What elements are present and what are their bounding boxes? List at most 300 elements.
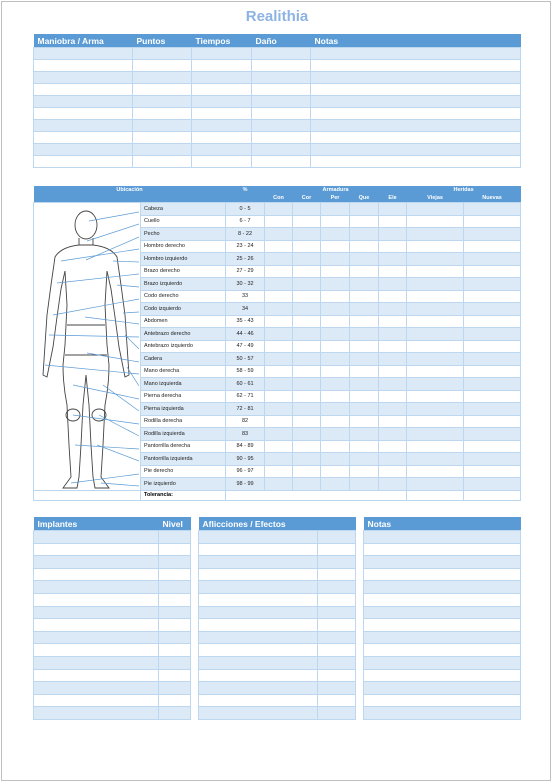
armor-cell[interactable] xyxy=(265,453,293,466)
armor-cell[interactable] xyxy=(265,390,293,403)
maneuver-row-cell[interactable] xyxy=(252,48,311,60)
implants-row-cell[interactable] xyxy=(34,568,159,581)
wounds-cell[interactable] xyxy=(407,303,464,316)
afflictions-row-cell[interactable] xyxy=(199,682,318,695)
maneuver-row-cell[interactable] xyxy=(311,132,521,144)
armor-cell[interactable] xyxy=(350,378,379,391)
armor-cell[interactable] xyxy=(265,265,293,278)
maneuver-row-cell[interactable] xyxy=(311,84,521,96)
wounds-cell[interactable] xyxy=(464,428,521,441)
wounds-cell[interactable] xyxy=(464,203,521,216)
armor-cell[interactable] xyxy=(265,215,293,228)
notes-row-cell[interactable] xyxy=(364,682,521,695)
maneuver-row-cell[interactable] xyxy=(133,120,192,132)
armor-cell[interactable] xyxy=(265,253,293,266)
armor-cell[interactable] xyxy=(265,203,293,216)
armor-cell[interactable] xyxy=(265,340,293,353)
notes-row xyxy=(364,656,521,669)
afflictions-row-cell[interactable] xyxy=(199,669,318,682)
implants-row-cell[interactable] xyxy=(159,619,191,632)
armor-cell[interactable] xyxy=(379,203,407,216)
armor-cell[interactable] xyxy=(321,478,350,491)
wounds-cell[interactable] xyxy=(407,278,464,291)
maneuver-row-cell[interactable] xyxy=(252,84,311,96)
notes-row-cell[interactable] xyxy=(364,644,521,657)
armor-cell[interactable] xyxy=(293,265,321,278)
afflictions-row-cell[interactable] xyxy=(199,568,318,581)
armor-cell[interactable] xyxy=(379,440,407,453)
wounds-cell[interactable] xyxy=(464,215,521,228)
armor-cell[interactable] xyxy=(350,465,379,478)
implants-row-cell[interactable] xyxy=(34,669,159,682)
armor-cell[interactable] xyxy=(379,365,407,378)
maneuver-row-cell[interactable] xyxy=(34,84,133,96)
wounds-cell[interactable] xyxy=(407,290,464,303)
armor-cell[interactable] xyxy=(265,290,293,303)
wounds-cell[interactable] xyxy=(464,390,521,403)
armor-cell[interactable] xyxy=(265,303,293,316)
implants-row-cell[interactable] xyxy=(34,606,159,619)
notes-row-cell[interactable] xyxy=(364,631,521,644)
armor-cell[interactable] xyxy=(321,415,350,428)
wounds-cell[interactable] xyxy=(407,203,464,216)
implants-row-cell[interactable] xyxy=(159,568,191,581)
armor-cell[interactable] xyxy=(321,203,350,216)
implants-row-cell[interactable] xyxy=(34,631,159,644)
armor-cell[interactable] xyxy=(321,265,350,278)
armor-cell[interactable] xyxy=(379,378,407,391)
armor-cell[interactable] xyxy=(321,315,350,328)
armor-cell[interactable] xyxy=(293,240,321,253)
armor-cell[interactable] xyxy=(265,240,293,253)
location-percent: 98 - 99 xyxy=(226,478,265,491)
armor-cell[interactable] xyxy=(350,478,379,491)
implants-row-cell[interactable] xyxy=(159,606,191,619)
implants-row-cell[interactable] xyxy=(34,543,159,556)
wounds-cell[interactable] xyxy=(464,403,521,416)
implants-row-cell[interactable] xyxy=(34,581,159,594)
wounds-cell[interactable] xyxy=(407,390,464,403)
wounds-cell[interactable] xyxy=(407,340,464,353)
maneuver-row-cell[interactable] xyxy=(34,120,133,132)
armor-cell[interactable] xyxy=(350,353,379,366)
afflictions-row-cell[interactable] xyxy=(199,593,318,606)
armor-cell[interactable] xyxy=(379,240,407,253)
notes-row-cell[interactable] xyxy=(364,606,521,619)
armor-cell[interactable] xyxy=(293,478,321,491)
maneuver-row-cell[interactable] xyxy=(133,156,192,168)
implants-row-cell[interactable] xyxy=(34,682,159,695)
implants-row-cell[interactable] xyxy=(34,644,159,657)
maneuver-row-cell[interactable] xyxy=(192,60,252,72)
armor-cell[interactable] xyxy=(321,228,350,241)
wounds-cell[interactable] xyxy=(464,415,521,428)
tolerance-old[interactable] xyxy=(407,490,464,500)
armor-cell[interactable] xyxy=(293,353,321,366)
implants-row-cell[interactable] xyxy=(159,556,191,569)
armor-cell[interactable] xyxy=(265,315,293,328)
implants-row-cell[interactable] xyxy=(34,707,159,720)
maneuver-row-cell[interactable] xyxy=(192,156,252,168)
wounds-cell[interactable] xyxy=(407,328,464,341)
armor-cell[interactable] xyxy=(265,415,293,428)
notes-row xyxy=(364,593,521,606)
maneuver-row-cell[interactable] xyxy=(192,144,252,156)
implants-row-cell[interactable] xyxy=(159,631,191,644)
wounds-cell[interactable] xyxy=(464,278,521,291)
maneuver-row-cell[interactable] xyxy=(311,108,521,120)
armor-cell[interactable] xyxy=(265,365,293,378)
armor-cell[interactable] xyxy=(350,290,379,303)
armor-cell[interactable] xyxy=(321,365,350,378)
armor-cell[interactable] xyxy=(265,465,293,478)
armor-cell[interactable] xyxy=(265,440,293,453)
wounds-cell[interactable] xyxy=(464,453,521,466)
armor-cell[interactable] xyxy=(293,428,321,441)
maneuver-row-cell[interactable] xyxy=(311,156,521,168)
wounds-cell[interactable] xyxy=(464,240,521,253)
armor-cell[interactable] xyxy=(321,290,350,303)
wounds-cell[interactable] xyxy=(464,315,521,328)
afflictions-row-cell[interactable] xyxy=(318,556,356,569)
implants-row-cell[interactable] xyxy=(159,581,191,594)
wounds-cell[interactable] xyxy=(464,465,521,478)
wounds-cell[interactable] xyxy=(407,240,464,253)
armor-cell[interactable] xyxy=(321,353,350,366)
armor-cell[interactable] xyxy=(321,328,350,341)
armor-cell[interactable] xyxy=(379,328,407,341)
armor-cell[interactable] xyxy=(379,453,407,466)
afflictions-row-cell[interactable] xyxy=(199,556,318,569)
afflictions-row xyxy=(199,543,356,556)
maneuver-row-cell[interactable] xyxy=(34,144,133,156)
wounds-cell[interactable] xyxy=(464,265,521,278)
wounds-cell[interactable] xyxy=(407,353,464,366)
afflictions-row-cell[interactable] xyxy=(318,568,356,581)
maneuver-row-cell[interactable] xyxy=(252,72,311,84)
afflictions-row-cell[interactable] xyxy=(318,631,356,644)
armor-cell[interactable] xyxy=(265,378,293,391)
maneuver-row-cell[interactable] xyxy=(252,108,311,120)
maneuver-row-cell[interactable] xyxy=(133,144,192,156)
implants-row-cell[interactable] xyxy=(159,669,191,682)
afflictions-row-cell[interactable] xyxy=(199,581,318,594)
wounds-cell[interactable] xyxy=(407,403,464,416)
armor-cell[interactable] xyxy=(379,403,407,416)
armor-cell[interactable] xyxy=(293,365,321,378)
implants-row-cell[interactable] xyxy=(34,593,159,606)
afflictions-row-cell[interactable] xyxy=(318,581,356,594)
armor-cell[interactable] xyxy=(293,328,321,341)
armor-cell[interactable] xyxy=(350,390,379,403)
wounds-cell[interactable] xyxy=(464,353,521,366)
maneuver-row-cell[interactable] xyxy=(252,96,311,108)
armor-cell[interactable] xyxy=(293,303,321,316)
maneuver-row-cell[interactable] xyxy=(311,72,521,84)
armor-cell[interactable] xyxy=(379,253,407,266)
armor-cell[interactable] xyxy=(265,353,293,366)
implants-row-cell[interactable] xyxy=(34,556,159,569)
maneuver-row-cell[interactable] xyxy=(311,120,521,132)
notes-row-cell[interactable] xyxy=(364,531,521,544)
wounds-cell[interactable] xyxy=(464,478,521,491)
armor-cell[interactable] xyxy=(293,465,321,478)
armor-cell[interactable] xyxy=(293,453,321,466)
afflictions-row-cell[interactable] xyxy=(199,644,318,657)
afflictions-row-cell[interactable] xyxy=(318,707,356,720)
afflictions-row-cell[interactable] xyxy=(199,531,318,544)
afflictions-row-cell[interactable] xyxy=(199,707,318,720)
tolerance-value[interactable] xyxy=(226,490,407,500)
maneuver-row-cell[interactable] xyxy=(34,132,133,144)
armor-cell[interactable] xyxy=(321,253,350,266)
implants-row-cell[interactable] xyxy=(34,619,159,632)
maneuver-row-cell[interactable] xyxy=(192,120,252,132)
maneuver-row-cell[interactable] xyxy=(34,96,133,108)
maneuver-row-cell[interactable] xyxy=(133,60,192,72)
armor-cell[interactable] xyxy=(265,428,293,441)
armor-cell[interactable] xyxy=(321,390,350,403)
notes-row-cell[interactable] xyxy=(364,581,521,594)
armor-cell[interactable] xyxy=(350,340,379,353)
wounds-cell[interactable] xyxy=(407,378,464,391)
implants-row-cell[interactable] xyxy=(159,531,191,544)
armor-cell[interactable] xyxy=(321,240,350,253)
maneuver-row-cell[interactable] xyxy=(311,60,521,72)
armor-cell[interactable] xyxy=(293,215,321,228)
wounds-cell[interactable] xyxy=(464,378,521,391)
maneuver-row-cell[interactable] xyxy=(192,132,252,144)
armor-cell[interactable] xyxy=(293,278,321,291)
armor-cell[interactable] xyxy=(350,328,379,341)
tolerance-new[interactable] xyxy=(464,490,521,500)
maneuver-row-cell[interactable] xyxy=(192,84,252,96)
afflictions-row-cell[interactable] xyxy=(318,644,356,657)
armor-cell[interactable] xyxy=(350,278,379,291)
maneuver-row-cell[interactable] xyxy=(133,84,192,96)
armor-cell[interactable] xyxy=(350,440,379,453)
armor-cell[interactable] xyxy=(293,340,321,353)
armor-cell[interactable] xyxy=(350,315,379,328)
armor-cell[interactable] xyxy=(293,403,321,416)
maneuver-row-cell[interactable] xyxy=(133,108,192,120)
maneuver-row-cell[interactable] xyxy=(252,132,311,144)
armor-cell[interactable] xyxy=(379,428,407,441)
armor-cell[interactable] xyxy=(379,265,407,278)
armor-cell[interactable] xyxy=(293,378,321,391)
armor-cell[interactable] xyxy=(379,215,407,228)
armor-cell[interactable] xyxy=(379,303,407,316)
afflictions-row-cell[interactable] xyxy=(318,606,356,619)
armor-cell[interactable] xyxy=(321,303,350,316)
maneuver-row xyxy=(34,108,521,120)
armor-cell[interactable] xyxy=(379,315,407,328)
implants-row-cell[interactable] xyxy=(159,644,191,657)
armor-cell[interactable] xyxy=(321,278,350,291)
maneuver-row-cell[interactable] xyxy=(192,96,252,108)
wounds-cell[interactable] xyxy=(464,290,521,303)
armor-cell[interactable] xyxy=(293,315,321,328)
implants-row-cell[interactable] xyxy=(159,682,191,695)
implants-row-cell[interactable] xyxy=(159,593,191,606)
afflictions-row-cell[interactable] xyxy=(199,619,318,632)
armor-cell[interactable] xyxy=(350,240,379,253)
armor-cell[interactable] xyxy=(293,253,321,266)
notes-row-cell[interactable] xyxy=(364,694,521,707)
col-points: Puntos xyxy=(133,34,192,48)
maneuver-row-cell[interactable] xyxy=(34,60,133,72)
armor-cell[interactable] xyxy=(350,303,379,316)
afflictions-row-cell[interactable] xyxy=(199,656,318,669)
maneuver-row-cell[interactable] xyxy=(192,108,252,120)
armor-cell[interactable] xyxy=(265,328,293,341)
wounds-cell[interactable] xyxy=(407,365,464,378)
implants-row-cell[interactable] xyxy=(159,694,191,707)
armor-cell[interactable] xyxy=(379,228,407,241)
wounds-cell[interactable] xyxy=(407,453,464,466)
armor-cell[interactable] xyxy=(293,203,321,216)
maneuver-row-cell[interactable] xyxy=(34,156,133,168)
armor-cell[interactable] xyxy=(265,478,293,491)
wounds-cell[interactable] xyxy=(464,303,521,316)
wounds-cell[interactable] xyxy=(407,478,464,491)
notes-row-cell[interactable] xyxy=(364,656,521,669)
afflictions-row-cell[interactable] xyxy=(199,631,318,644)
implants-row-cell[interactable] xyxy=(34,656,159,669)
maneuver-row-cell[interactable] xyxy=(133,132,192,144)
wounds-cell[interactable] xyxy=(464,365,521,378)
armor-cell[interactable] xyxy=(350,403,379,416)
afflictions-row-cell[interactable] xyxy=(318,531,356,544)
afflictions-row-cell[interactable] xyxy=(318,593,356,606)
notes-row-cell[interactable] xyxy=(364,707,521,720)
armor-cell[interactable] xyxy=(379,353,407,366)
maneuver-row-cell[interactable] xyxy=(133,96,192,108)
notes-row-cell[interactable] xyxy=(364,593,521,606)
afflictions-row-cell[interactable] xyxy=(318,669,356,682)
wounds-cell[interactable] xyxy=(407,315,464,328)
armor-cell[interactable] xyxy=(350,415,379,428)
armor-cell[interactable] xyxy=(321,215,350,228)
armor-cell[interactable] xyxy=(293,390,321,403)
armor-cell[interactable] xyxy=(350,215,379,228)
location-percent: 50 - 57 xyxy=(226,353,265,366)
armor-cell[interactable] xyxy=(350,265,379,278)
armor-cell[interactable] xyxy=(321,465,350,478)
afflictions-row-cell[interactable] xyxy=(199,543,318,556)
maneuver-row-cell[interactable] xyxy=(192,72,252,84)
afflictions-row-cell[interactable] xyxy=(199,606,318,619)
implants-row-cell[interactable] xyxy=(159,707,191,720)
wounds-cell[interactable] xyxy=(407,440,464,453)
armor-cell[interactable] xyxy=(379,390,407,403)
maneuver-row-cell[interactable] xyxy=(252,60,311,72)
maneuver-row-cell[interactable] xyxy=(34,108,133,120)
notes-row-cell[interactable] xyxy=(364,543,521,556)
wounds-cell[interactable] xyxy=(464,253,521,266)
notes-row-cell[interactable] xyxy=(364,619,521,632)
armor-cell[interactable] xyxy=(379,478,407,491)
implants-row-cell[interactable] xyxy=(159,543,191,556)
afflictions-row-cell[interactable] xyxy=(318,694,356,707)
armor-cell[interactable] xyxy=(265,403,293,416)
armor-cell[interactable] xyxy=(350,453,379,466)
armor-cell[interactable] xyxy=(265,228,293,241)
wounds-cell[interactable] xyxy=(464,328,521,341)
armor-cell[interactable] xyxy=(293,440,321,453)
afflictions-row-cell[interactable] xyxy=(318,619,356,632)
maneuver-row-cell[interactable] xyxy=(311,48,521,60)
armor-cell[interactable] xyxy=(293,415,321,428)
maneuver-row-cell[interactable] xyxy=(311,96,521,108)
armor-cell[interactable] xyxy=(321,403,350,416)
armor-cell[interactable] xyxy=(350,253,379,266)
armor-cell[interactable] xyxy=(321,453,350,466)
armor-cell[interactable] xyxy=(350,428,379,441)
wounds-cell[interactable] xyxy=(407,428,464,441)
maneuver-row-cell[interactable] xyxy=(133,72,192,84)
maneuver-row-cell[interactable] xyxy=(311,144,521,156)
armor-cell[interactable] xyxy=(321,340,350,353)
armor-cell[interactable] xyxy=(350,228,379,241)
wounds-cell[interactable] xyxy=(407,215,464,228)
armor-cell[interactable] xyxy=(321,428,350,441)
afflictions-row-cell[interactable] xyxy=(318,682,356,695)
wounds-cell[interactable] xyxy=(407,228,464,241)
wounds-cell[interactable] xyxy=(464,440,521,453)
maneuver-row-cell[interactable] xyxy=(252,156,311,168)
wounds-cell[interactable] xyxy=(464,340,521,353)
wounds-cell[interactable] xyxy=(407,465,464,478)
armor-cell[interactable] xyxy=(350,203,379,216)
armor-cell[interactable] xyxy=(293,290,321,303)
implants-row-cell[interactable] xyxy=(159,656,191,669)
armor-cell[interactable] xyxy=(379,278,407,291)
armor-cell[interactable] xyxy=(265,278,293,291)
armor-cell[interactable] xyxy=(379,465,407,478)
location-percent: 84 - 89 xyxy=(226,440,265,453)
wounds-cell[interactable] xyxy=(407,253,464,266)
wounds-cell[interactable] xyxy=(464,228,521,241)
implants-row-cell[interactable] xyxy=(34,531,159,544)
maneuver-row-cell[interactable] xyxy=(252,144,311,156)
notes-row xyxy=(364,644,521,657)
implants-row-cell[interactable] xyxy=(34,694,159,707)
afflictions-row-cell[interactable] xyxy=(199,694,318,707)
armor-cell[interactable] xyxy=(321,378,350,391)
body-figure-illustration xyxy=(33,205,139,495)
armor-cell[interactable] xyxy=(379,290,407,303)
wounds-cell[interactable] xyxy=(407,265,464,278)
armor-cell[interactable] xyxy=(293,228,321,241)
maneuver-row-cell[interactable] xyxy=(133,48,192,60)
armor-cell[interactable] xyxy=(321,440,350,453)
afflictions-row-cell[interactable] xyxy=(318,543,356,556)
maneuver-row-cell[interactable] xyxy=(34,72,133,84)
armor-cell[interactable] xyxy=(379,415,407,428)
armor-cell[interactable] xyxy=(350,365,379,378)
afflictions-row-cell[interactable] xyxy=(318,656,356,669)
notes-row-cell[interactable] xyxy=(364,556,521,569)
wounds-cell[interactable] xyxy=(407,415,464,428)
notes-table xyxy=(363,517,521,720)
armor-cell[interactable] xyxy=(379,340,407,353)
maneuver-row-cell[interactable] xyxy=(192,48,252,60)
maneuver-row-cell[interactable] xyxy=(252,120,311,132)
maneuver-row-cell[interactable] xyxy=(34,48,133,60)
notes-row-cell[interactable] xyxy=(364,568,521,581)
notes-row-cell[interactable] xyxy=(364,669,521,682)
